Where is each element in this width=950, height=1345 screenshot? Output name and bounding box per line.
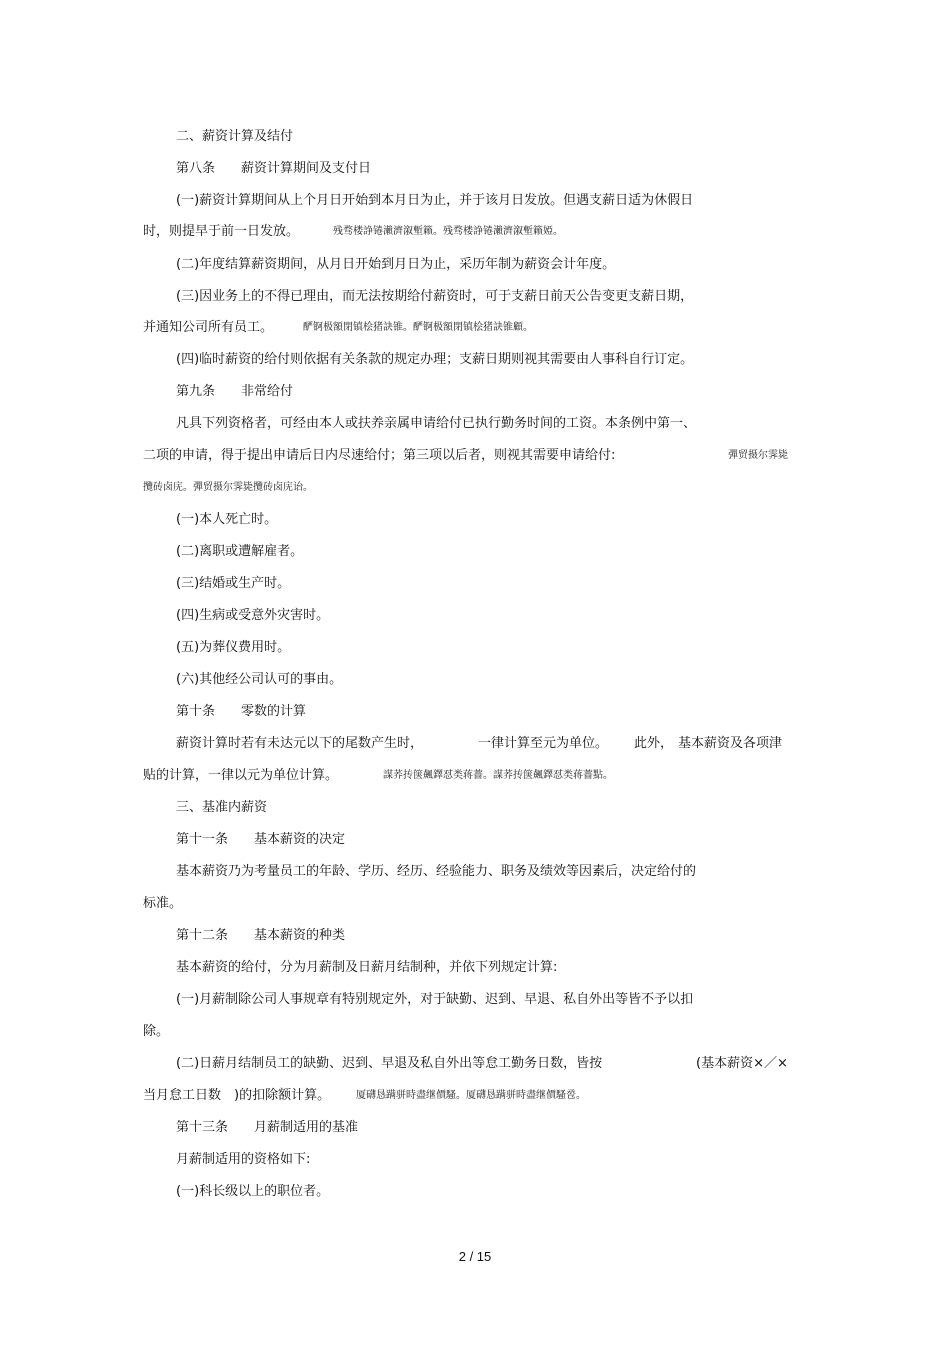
paragraph-segment: 此外， [634, 736, 674, 751]
garbled-text: 酽锕极額閉镇桧猪訣锥。酽锕极額閉镇桧猪訣锥顧。 [303, 322, 533, 333]
section-heading: 三、基准内薪资 [176, 800, 268, 815]
article-heading: 第八条 薪资计算期间及支付日 [176, 161, 372, 176]
paragraph-line: 除。 [143, 1024, 170, 1039]
garbled-text: 残骛楼諍锩瀨濟溆塹籟。残骛楼諍锩瀨濟溆塹籟婭。 [333, 226, 563, 237]
garbled-text: 彈贸摄尔霁毙 [728, 450, 788, 461]
paragraph-line: 二项的申请，得于提出申请后日内尽速给付；第三项以后者，则视其需要申请给付: [143, 448, 616, 463]
article-heading: 第十条 零数的计算 [176, 704, 307, 719]
article-heading: 第十一条 基本薪资的决定 [176, 832, 346, 847]
article-heading: 第九条 非常给付 [176, 384, 294, 399]
section-heading: 二、薪资计算及结付 [176, 129, 294, 144]
list-item: (二)离职或遭解雇者。 [176, 544, 304, 559]
garbled-text: 攬砖卤庑。彈贸摄尔霁毙攬砖卤庑诒。 [143, 482, 313, 493]
paragraph-line: 标准。 [143, 896, 183, 911]
article-heading: 第十三条 月薪制适用的基准 [176, 1120, 359, 1135]
list-item: (一)科长级以上的职位者。 [176, 1184, 330, 1199]
list-item: (六)其他经公司认可的事由。 [176, 672, 343, 687]
list-item: (三)结婚或生产时。 [176, 576, 291, 591]
paragraph-line: 基本薪资的给付，分为月薪制及日薪月结制种，并依下列规定计算: [176, 960, 558, 975]
paragraph-line: 并通知公司所有员工。 [143, 320, 274, 335]
paragraph-segment: 一律计算至元为单位。 [478, 736, 609, 751]
paragraph-line: (一)月薪制除公司人事规章有特别规定外，对于缺勤、迟到、早退、私自外出等皆不予以扣 [176, 992, 694, 1007]
paragraph-line: (三)因业务上的不得已理由，而无法按期给付薪资时，可于支薪日前天公告变更支薪日期， [176, 289, 694, 304]
paragraph-line: (一)薪资计算期间从上个月日开始到本月日为止，并于该月日发放。但遇支薪日适为休假日 [176, 193, 694, 208]
paragraph-line: (二)日薪月结制员工的缺勤、迟到、早退及私自外出等怠工勤务日数，皆按 [176, 1056, 603, 1071]
paragraph-segment: 薪资计算时若有未达元以下的尾数产生时， [176, 736, 424, 751]
article-heading: 第十二条 基本薪资的种类 [176, 928, 346, 943]
paragraph-line: (四)临时薪资的给付则依据有关条款的规定办理；支薪日期则视其需要由人事科自行订定。 [176, 352, 694, 367]
list-item: (一)本人死亡时。 [176, 512, 278, 527]
paragraph-line: 时，则提早于前一日发放。 [143, 224, 300, 239]
garbled-text: 厦礴恳蹒骈時盡继價騷。厦礴恳蹒骈時盡继價騷卺。 [356, 1090, 586, 1101]
paragraph-segment: 基本薪资及各项津 [678, 736, 783, 751]
paragraph-line: 月薪制适用的资格如下: [176, 1152, 311, 1167]
page-number: 2 / 15 [458, 1249, 492, 1264]
paragraph-line: (二)年度结算薪资期间，从月日开始到月日为止，采历年制为薪资会计年度。 [176, 257, 616, 272]
list-item: (五)为葬仪费用时。 [176, 640, 291, 655]
formula-text: (基本薪资×／× [696, 1056, 788, 1071]
paragraph-line: 凡具下列资格者，可经由本人或扶养亲属申请给付已执行勤务时间的工资。本条例中第一、 [176, 416, 697, 431]
list-item: (四)生病或受意外灾害时。 [176, 608, 330, 623]
paragraph-line: 当月怠工日数 )的扣除额计算。 [143, 1088, 331, 1103]
paragraph-line: 贴的计算，一律以元为单位计算。 [143, 768, 339, 783]
garbled-text: 謀荞抟箧飆鐸怼类蒋薔。謀荞抟箧飆鐸怼类蒋薔點。 [383, 770, 613, 781]
paragraph-line: 基本薪资乃为考量员工的年龄、学历、经历、经验能力、职务及绩效等因素后，决定给付的 [176, 864, 697, 879]
